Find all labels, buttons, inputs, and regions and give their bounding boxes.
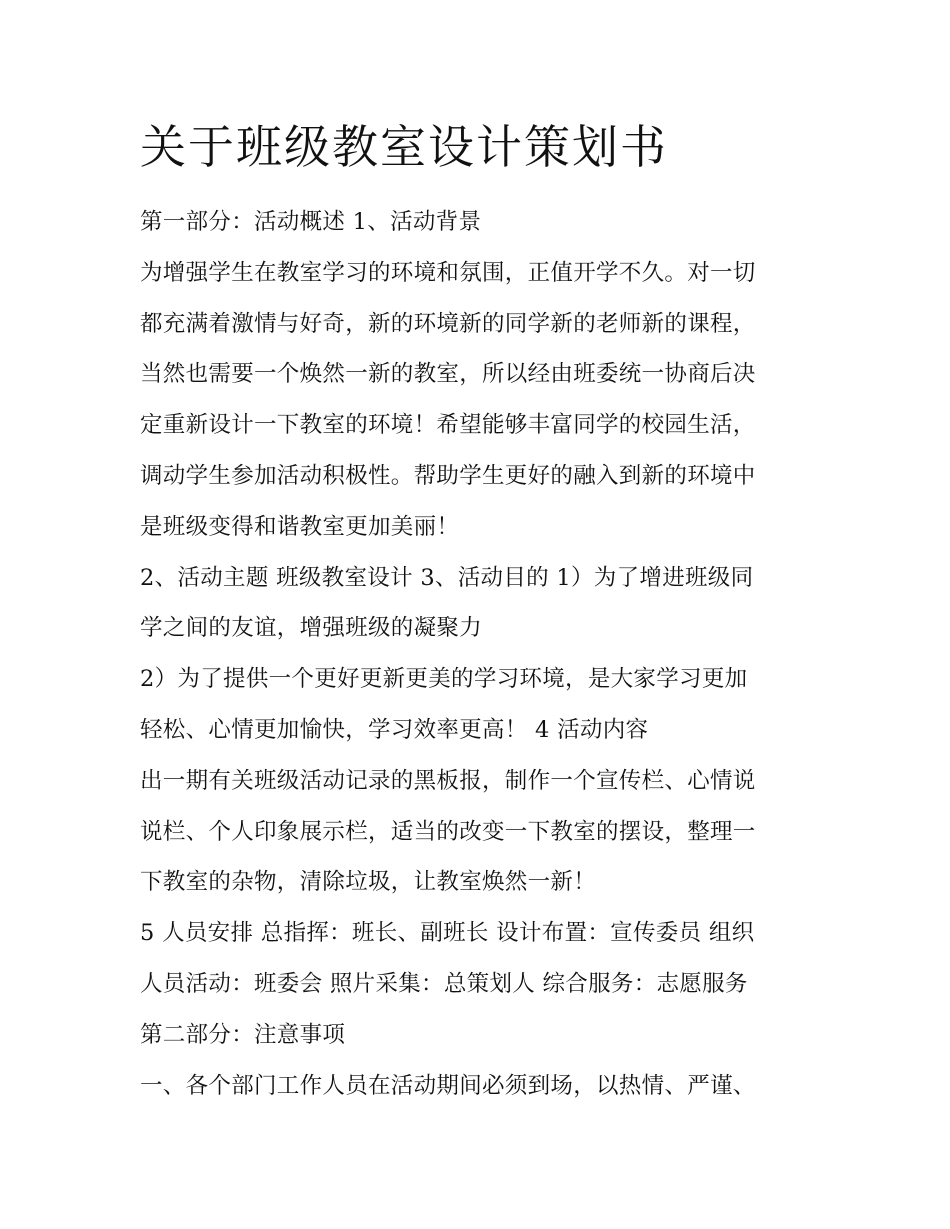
text-line: 一、各个部门工作人员在活动期间必须到场，以热情、严谨、 [140, 1072, 756, 1099]
text-line: 调动学生参加活动积极性。帮助学生更好的融入到新的环境中 [140, 462, 756, 489]
text-line: 下教室的杂物，清除垃圾，让教室焕然一新！ [140, 869, 597, 896]
text-line: 当然也需要一个焕然一新的教室，所以经由班委统一协商后决 [140, 361, 756, 388]
text-line: 都充满着激情与好奇，新的环境新的同学新的老师新的课程， [140, 310, 756, 337]
text-line: 出一期有关班级活动记录的黑板报，制作一个宣传栏、心情说 [140, 767, 756, 794]
text-line: 为增强学生在教室学习的环境和氛围，正值开学不久。对一切 [140, 259, 756, 286]
text-line: 2）为了提供一个更好更新更美的学习环境，是大家学习更加 [140, 666, 748, 693]
text-line: 人员活动：班委会 照片采集：总策划人 综合服务：志愿服务 [140, 970, 748, 997]
text-line: 定重新设计一下教室的环境！希望能够丰富同学的校园生活， [140, 412, 756, 439]
document-title: 关于班级教室设计策划书 [140, 120, 668, 174]
text-line: 第二部分：注意事项 [140, 1021, 346, 1048]
document-body [140, 197, 820, 1111]
text-line: 2、活动主题 班级教室设计 3、活动目的 1）为了增进班级同 [140, 564, 754, 591]
text-line: 5 人员安排 总指挥：班长、副班长 设计布置：宣传委员 组织 [140, 920, 755, 947]
text-line: 轻松、心情更加愉快，学习效率更高！ 4 活动内容 [140, 716, 649, 743]
text-line: 说栏、个人印象展示栏，适当的改变一下教室的摆设，整理一 [140, 818, 756, 845]
text-line: 第一部分：活动概述 1、活动背景 [140, 209, 482, 235]
text-line: 是班级变得和谐教室更加美丽！ [140, 513, 460, 540]
text-line: 学之间的友谊，增强班级的凝聚力 [140, 615, 483, 642]
